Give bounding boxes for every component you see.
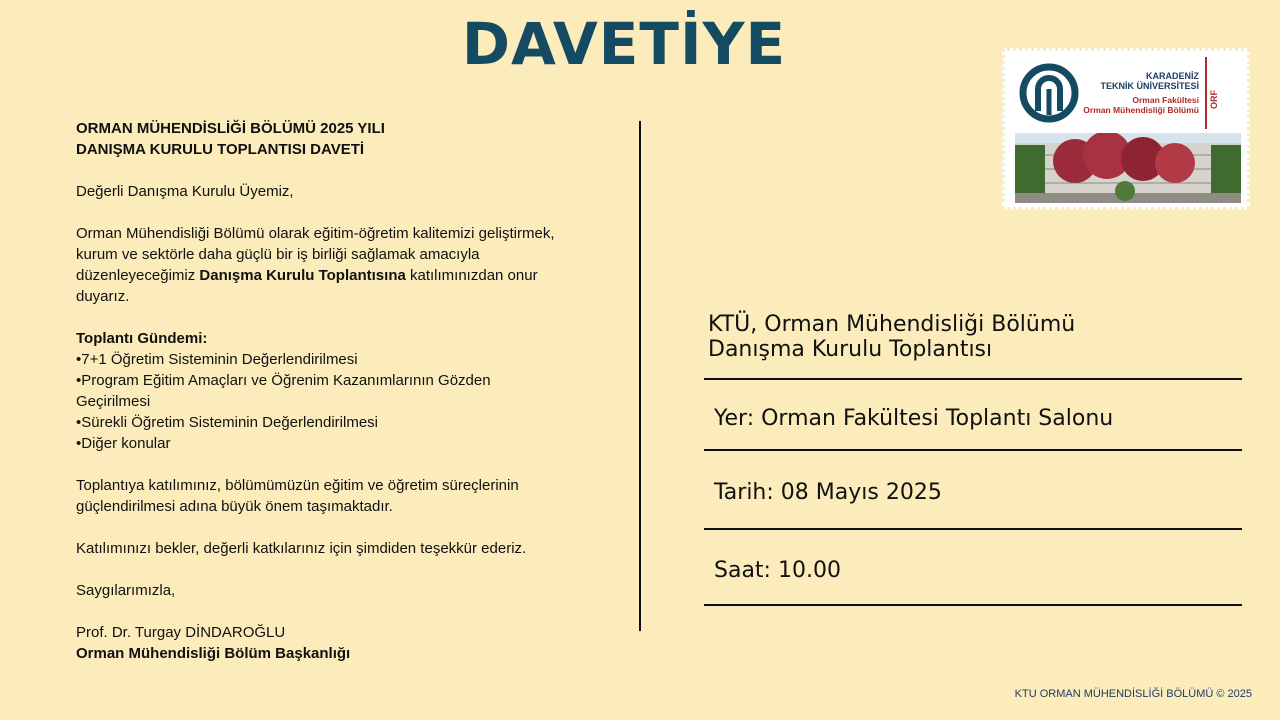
postage-stamp [1002,48,1250,210]
agenda-item: •Diğer konular [76,435,171,452]
letter-intro-bold: Danışma Kurulu Toplantısına [199,267,406,284]
footer-copyright: KTU ORMAN MÜHENDİSLİĞİ BÖLÜMÜ © 2025 [1014,688,1252,700]
letter-intro-part1: Orman Mühendisliği Bölümü olarak eğitim-öğretim kalitemizi geliştirmek, kurum ve sektörle daha güçlü bir iş birliği sağlamak amacıyla düzenleyeceğimiz [76,225,555,284]
event-name-block [704,312,1242,380]
letter-importance: Toplantıya katılımınız, bölümümüzün eğitim ve öğretim süreçlerinin güçlendirilmesi adına büyük önem taşımaktadır. [76,477,519,515]
stamp-tag: ORF [1209,90,1219,109]
event-time [704,558,1242,606]
letter-signer: Prof. Dr. Turgay DİNDAROĞLU [76,624,286,641]
stamp-university [1087,71,1199,91]
page-title: DAVETİYE [461,10,787,78]
event-place-text: Yer: Orman Fakültesi Toplantı Salonu [714,406,1114,431]
event-date-text: Tarih: 08 Mayıs 2025 [714,480,942,505]
agenda-title: Toplantı Gündemi: [76,330,208,347]
event-time-text: Saat: 10.00 [714,558,841,583]
stamp-faculty-block [1073,95,1199,115]
faculty-building-photo [1015,133,1241,203]
letter-intro [76,223,566,307]
stamp-university-line2: TEKNİK ÜNİVERSİTESİ [1100,81,1199,91]
event-name-line2: Danışma Kurulu Toplantısı [708,337,993,362]
event-name-line1: KTÜ, Orman Mühendisliği Bölümü [708,312,1076,337]
event-date [704,480,1242,530]
divider-line [639,121,641,631]
university-logo-icon [1019,63,1079,123]
letter-intro-part2: katılımınızdan onur duyarız. [76,267,538,305]
stamp-department: Orman Mühendisliği Bölümü [1083,105,1199,115]
stamp-accent-bar [1205,57,1207,129]
letter-regards: Saygılarımızla, [76,582,176,599]
agenda-item: •Sürekli Öğretim Sisteminin Değerlendirilmesi [76,414,379,431]
agenda-item: •7+1 Öğretim Sisteminin Değerlendirilmesi [76,351,358,368]
stamp-faculty: Orman Fakültesi [1132,95,1199,105]
letter-signer-office: Orman Mühendisliği Bölüm Başkanlığı [76,645,351,662]
letter-heading-line1: ORMAN MÜHENDİSLİĞİ BÖLÜMÜ 2025 YILI [76,120,385,137]
letter-heading-line2: DANIŞMA KURULU TOPLANTISI DAVETİ [76,141,365,158]
event-place [704,406,1242,451]
invitation-letter [76,118,566,664]
letter-closing: Katılımınızı bekler, değerli katkılarınız için şimdiden teşekkür ederiz. [76,540,527,557]
letter-greeting: Değerli Danışma Kurulu Üyemiz, [76,183,294,200]
stamp-university-line1: KARADENİZ [1146,71,1199,81]
agenda-item: •Program Eğitim Amaçları ve Öğrenim Kazanımlarının Gözden Geçirilmesi [76,372,491,410]
building-photo-icon [1015,133,1241,203]
